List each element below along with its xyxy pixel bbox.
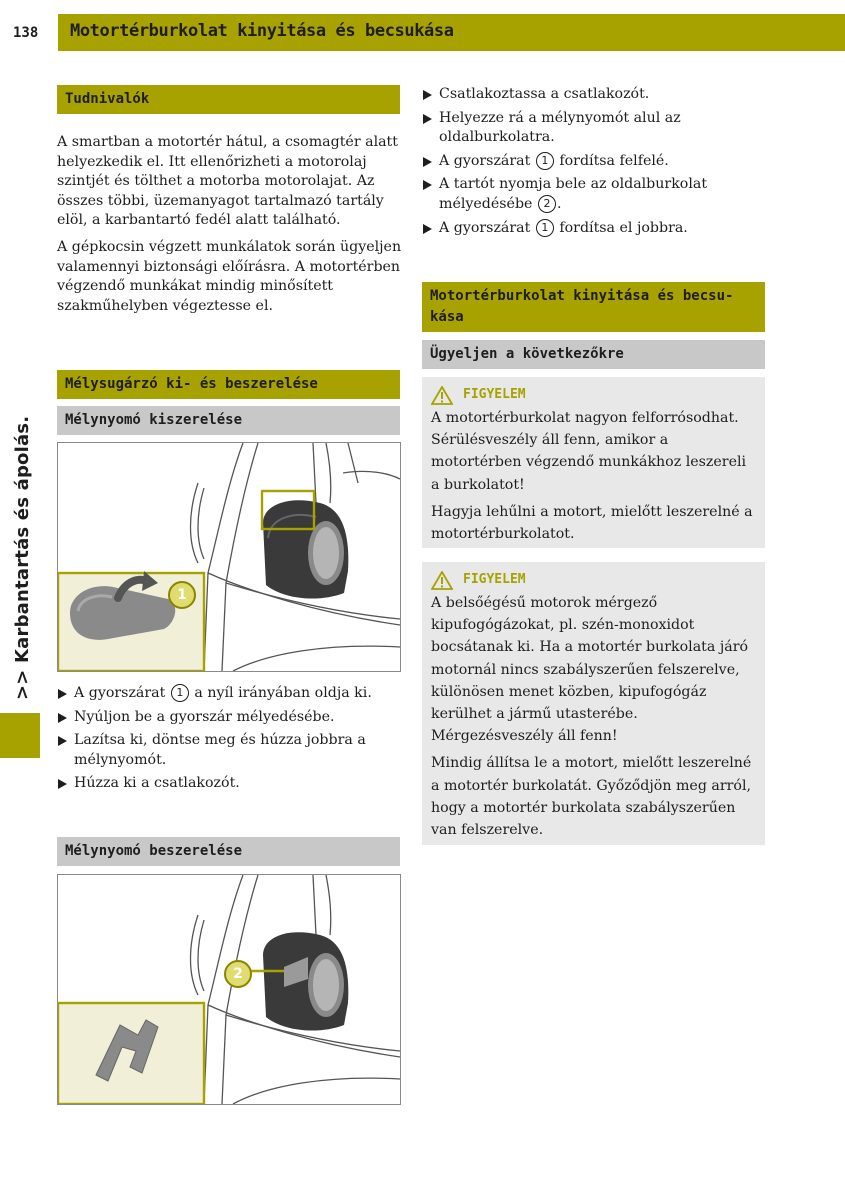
bullet-arrow-icon <box>58 713 67 723</box>
figure-subwoofer-installation <box>57 874 401 1105</box>
subheading-beszereles: Mélynyomó beszerelése <box>57 837 400 866</box>
page-number: 138 <box>13 25 39 41</box>
bullet-arrow-icon <box>58 779 67 789</box>
removal-step-3: Lazítsa ki, döntse meg és húzza jobbra a mélynyomót. <box>57 731 402 770</box>
intro-paragraph-1: A smartban a motortér hátul, a csomagtér alatt helyezkedik el. Itt ellenőrizheti a motorolaj szintjét és tölthet a motorba motorolajat. Az összes többi, üzemanyagot tartalmazó tartály elöl, a karbantartó fedél alatt található. <box>57 134 398 229</box>
bullet-arrow-icon <box>423 157 432 167</box>
install-step-1: Csatlakoztassa a csatlakozót. <box>422 85 767 105</box>
removal-steps <box>57 684 402 798</box>
warning-text-1: A belsőégésű motorok mérgező kipufogógázokat, pl. szén-monoxidot bocsátanak ki. Ha a motortér burkolata járó motornál nincs szabályszerűen felszerelve, különösen menet közben, kipufogógáz kerülhet a jármű utasterébe. Mérgezésveszély áll fenn! <box>431 595 749 745</box>
bullet-arrow-icon <box>423 114 432 124</box>
install-step-4: A tartót nyomja bele az oldalburkolat mélyedésébe 2 . <box>422 175 767 214</box>
bullet-arrow-icon <box>423 224 432 234</box>
warning-label: FIGYELEM <box>463 386 526 402</box>
install-step-2: Helyezze rá a mélynyomót alul az oldalburkolatra. <box>422 109 767 148</box>
subheading-ugyeljen: Ügyeljen a következőkre <box>422 340 765 369</box>
removal-step-4: Húzza ki a csatlakozót. <box>57 774 402 794</box>
page-title: Motortérburkolat kinyitása és becsukása <box>70 21 454 41</box>
warning-text-2: Mindig állítsa le a motort, mielőtt leszerelné a motortér burkolatát. Győződjön meg arról, hogy a motortér burkolata szabályszerűen van felszerelve. <box>431 755 752 839</box>
page-number-box <box>0 14 55 51</box>
section-heading-motorter: Motortérburkolat kinyitása és becsu- kása <box>422 282 765 332</box>
figure-marker-1: 1 <box>168 581 196 609</box>
intro-text <box>57 133 402 323</box>
warning-header <box>431 383 757 407</box>
section-heading-tudnivalok: Tudnivalók <box>57 85 400 114</box>
figure-subwoofer-removal <box>57 442 401 672</box>
warning-header <box>431 568 757 592</box>
subwoofer-removal-illustration <box>58 443 400 671</box>
install-step-5: A gyorszárat 1 fordítsa el jobbra. <box>422 219 767 239</box>
bullet-arrow-icon <box>423 90 432 100</box>
warning-box-2 <box>422 562 765 845</box>
warning-triangle-icon <box>431 386 453 405</box>
install-step-3: A gyorszárat 1 fordítsa felfelé. <box>422 152 767 172</box>
warning-text-2: Hagyja lehűlni a motort, mielőtt leszerelné a motortérburkolatot. <box>431 503 753 543</box>
figure-marker-2: 2 <box>224 960 252 988</box>
header-bar <box>58 14 845 51</box>
intro-paragraph-2: A gépkocsin végzett munkálatok során ügyeljen valamennyi biztonsági előírásra. A motortérben végzendő munkákat mindig minősített szakműhelyben végeztesse el. <box>57 238 402 314</box>
bullet-arrow-icon <box>58 736 67 746</box>
page-header <box>0 14 845 51</box>
callout-number-1: 1 <box>536 152 554 170</box>
bullet-arrow-icon <box>423 180 432 190</box>
removal-step-2: Nyúljon be a gyorszár mélyedésébe. <box>57 708 402 728</box>
warning-triangle-icon <box>431 571 453 590</box>
bullet-arrow-icon <box>58 689 67 699</box>
callout-number-2: 2 <box>538 195 556 213</box>
subwoofer-installation-illustration <box>58 875 400 1104</box>
callout-number-1: 1 <box>536 219 554 237</box>
callout-number-1: 1 <box>171 684 189 702</box>
warning-text-1: A motortérburkolat nagyon felforrósodhat. Sérülésveszély áll fenn, amikor a motortérben végzendő munkákhoz leszereli a burkolatot! <box>431 410 747 493</box>
warning-box-1 <box>422 377 765 548</box>
subheading-kiszereles: Mélynyomó kiszerelése <box>57 406 400 435</box>
chapter-side-label: >> Karbantartás és ápolás. <box>12 415 33 700</box>
warning-label: FIGYELEM <box>463 571 526 587</box>
section-heading-melysugarzo: Mélysugárzó ki- és beszerelése <box>57 370 400 399</box>
installation-steps <box>422 85 767 242</box>
chapter-side-tab <box>0 713 40 758</box>
removal-step-1: A gyorszárat 1 a nyíl irányában oldja ki. <box>57 684 402 704</box>
